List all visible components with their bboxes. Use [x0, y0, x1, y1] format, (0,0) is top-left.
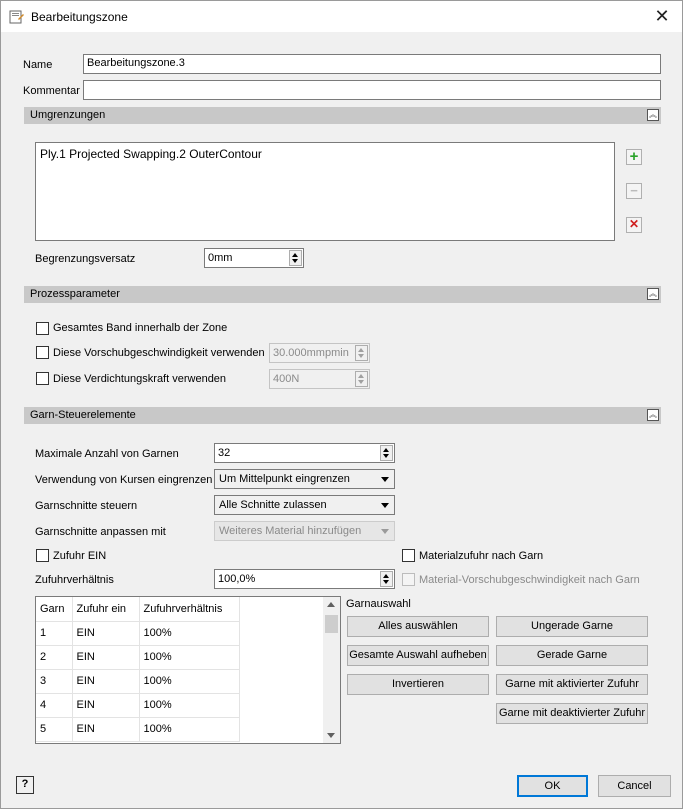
process-section-header[interactable] [24, 286, 661, 303]
spin-arrows-icon[interactable] [380, 445, 393, 461]
collapse-icon[interactable]: ︽ [649, 289, 657, 298]
whole-band-checkbox[interactable] [36, 322, 49, 335]
table-cell[interactable]: EIN [72, 669, 139, 693]
feedrate-label: Diese Vorschubgeschwindigkeit verwenden [53, 347, 265, 359]
table-cell[interactable]: EIN [72, 693, 139, 717]
offset-value: 0mm [208, 252, 233, 264]
spin-arrows-icon[interactable] [355, 345, 368, 361]
material-speed-checkbox[interactable] [402, 573, 415, 586]
table-cell[interactable]: 100% [139, 669, 239, 693]
chevron-down-icon [381, 503, 389, 508]
yarn-cuts-dropdown[interactable] [214, 495, 395, 515]
delete-icon[interactable]: ✕ [626, 217, 642, 233]
table-row[interactable] [36, 717, 239, 741]
boundaries-list[interactable] [35, 142, 615, 241]
window-title: Bearbeitungszone [31, 10, 128, 24]
feed-ratio-spinner[interactable] [214, 569, 395, 589]
table-cell[interactable]: 3 [36, 669, 72, 693]
table-cell[interactable]: 2 [36, 645, 72, 669]
yarn-header-label: Garn-Steuerelemente [30, 409, 136, 421]
course-usage-dropdown[interactable] [214, 469, 395, 489]
table-cell[interactable]: EIN [72, 645, 139, 669]
close-icon[interactable]: ✕ [654, 6, 670, 26]
chevron-down-icon [381, 529, 389, 534]
whole-band-label: Gesamtes Band innerhalb der Zone [53, 322, 228, 334]
feed-ratio-value: 100,0% [218, 573, 256, 585]
adjust-cuts-value: Weiteres Material hinzufügen [219, 525, 362, 537]
collapse-icon[interactable]: ︽ [649, 410, 657, 419]
name-label: Name [23, 59, 53, 71]
table-cell[interactable]: 100% [139, 621, 239, 645]
boundary-list-item[interactable]: Ply.1 Projected Swapping.2 OuterContour [40, 147, 262, 161]
table-cell[interactable]: 100% [139, 717, 239, 741]
app-icon [9, 9, 25, 25]
offset-spinner[interactable] [204, 248, 304, 268]
table-header-row [36, 597, 239, 621]
table-cell[interactable]: 1 [36, 621, 72, 645]
even-yarns-button[interactable]: Gerade Garne [496, 645, 648, 666]
feed-ratio-label: Zufuhrverhältnis [35, 574, 114, 586]
table-row[interactable] [36, 621, 239, 645]
yarn-selection-title: Garnauswahl [346, 598, 411, 610]
column-header-feed-ratio[interactable]: Zufuhrverhältnis [139, 597, 239, 621]
comment-field[interactable] [83, 80, 661, 100]
deselect-all-button[interactable]: Gesamte Auswahl aufheben [347, 645, 489, 666]
table-row[interactable] [36, 669, 239, 693]
max-yarns-spinner[interactable] [214, 443, 395, 463]
feed-on-label: Zufuhr EIN [53, 550, 107, 562]
spin-arrows-icon[interactable] [380, 571, 393, 587]
feedrate-value: 30.000mmpmin [273, 347, 349, 359]
cancel-button[interactable]: Cancel [598, 775, 671, 797]
table-cell[interactable]: 100% [139, 645, 239, 669]
table-row[interactable] [36, 693, 239, 717]
feedrate-spinner[interactable] [269, 343, 370, 363]
spin-arrows-icon[interactable] [289, 250, 302, 266]
yarn-cuts-value: Alle Schnitte zulassen [219, 499, 327, 511]
yarn-cuts-label: Garnschnitte steuern [35, 500, 138, 512]
offset-label: Begrenzungsversatz [35, 253, 136, 265]
title-bar [1, 1, 682, 32]
feedrate-checkbox[interactable] [36, 346, 49, 359]
yarn-grid [36, 597, 240, 742]
table-cell[interactable]: 4 [36, 693, 72, 717]
compaction-value: 400N [273, 373, 300, 385]
table-cell[interactable]: 100% [139, 693, 239, 717]
table-cell[interactable]: EIN [72, 621, 139, 645]
table-cell[interactable]: EIN [72, 717, 139, 741]
help-icon[interactable]: ? [16, 776, 34, 794]
spin-arrows-icon[interactable] [355, 371, 368, 387]
table-cell[interactable]: 5 [36, 717, 72, 741]
course-usage-label: Verwendung von Kursen eingrenzen [35, 474, 213, 486]
ok-button[interactable]: OK [517, 775, 588, 797]
remove-icon[interactable]: − [626, 183, 642, 199]
feed-active-button[interactable]: Garne mit aktivierter Zufuhr [496, 674, 648, 695]
compaction-checkbox[interactable] [36, 372, 49, 385]
collapse-icon[interactable]: ︽ [649, 110, 657, 119]
select-all-button[interactable]: Alles auswählen [347, 616, 489, 637]
odd-yarns-button[interactable]: Ungerade Garne [496, 616, 648, 637]
chevron-down-icon [381, 477, 389, 482]
compaction-label: Diese Verdichtungskraft verwenden [53, 373, 227, 385]
scroll-up-icon[interactable] [327, 602, 335, 607]
adjust-cuts-dropdown[interactable] [214, 521, 395, 541]
table-scrollbar[interactable] [323, 597, 340, 743]
boundaries-header-label: Umgrenzungen [30, 109, 106, 121]
max-yarns-label: Maximale Anzahl von Garnen [35, 448, 179, 460]
add-icon[interactable]: + [626, 149, 642, 165]
column-header-garn[interactable]: Garn [36, 597, 72, 621]
yarn-table[interactable] [35, 596, 341, 744]
dialog-content [1, 32, 682, 808]
column-header-feed-on[interactable]: Zufuhr ein [72, 597, 139, 621]
feed-inactive-button[interactable]: Garne mit deaktivierter Zufuhr [496, 703, 648, 724]
feed-on-checkbox[interactable] [36, 549, 49, 562]
compaction-spinner[interactable] [269, 369, 370, 389]
scroll-thumb[interactable] [325, 615, 338, 633]
material-speed-label: Material-Vorschubgeschwindigkeit nach Garn [419, 574, 640, 586]
scroll-down-icon[interactable] [327, 733, 335, 738]
invert-button[interactable]: Invertieren [347, 674, 489, 695]
table-row[interactable] [36, 645, 239, 669]
boundaries-section-header[interactable] [24, 107, 661, 124]
name-field[interactable]: Bearbeitungszone.3 [83, 54, 661, 74]
yarn-section-header[interactable] [24, 407, 661, 424]
comment-label: Kommentar [23, 85, 80, 97]
material-feed-checkbox[interactable] [402, 549, 415, 562]
adjust-cuts-label: Garnschnitte anpassen mit [35, 526, 166, 538]
material-feed-label: Materialzufuhr nach Garn [419, 550, 544, 562]
process-header-label: Prozessparameter [30, 288, 120, 300]
course-usage-value: Um Mittelpunkt eingrenzen [219, 473, 350, 485]
max-yarns-value: 32 [218, 447, 231, 459]
